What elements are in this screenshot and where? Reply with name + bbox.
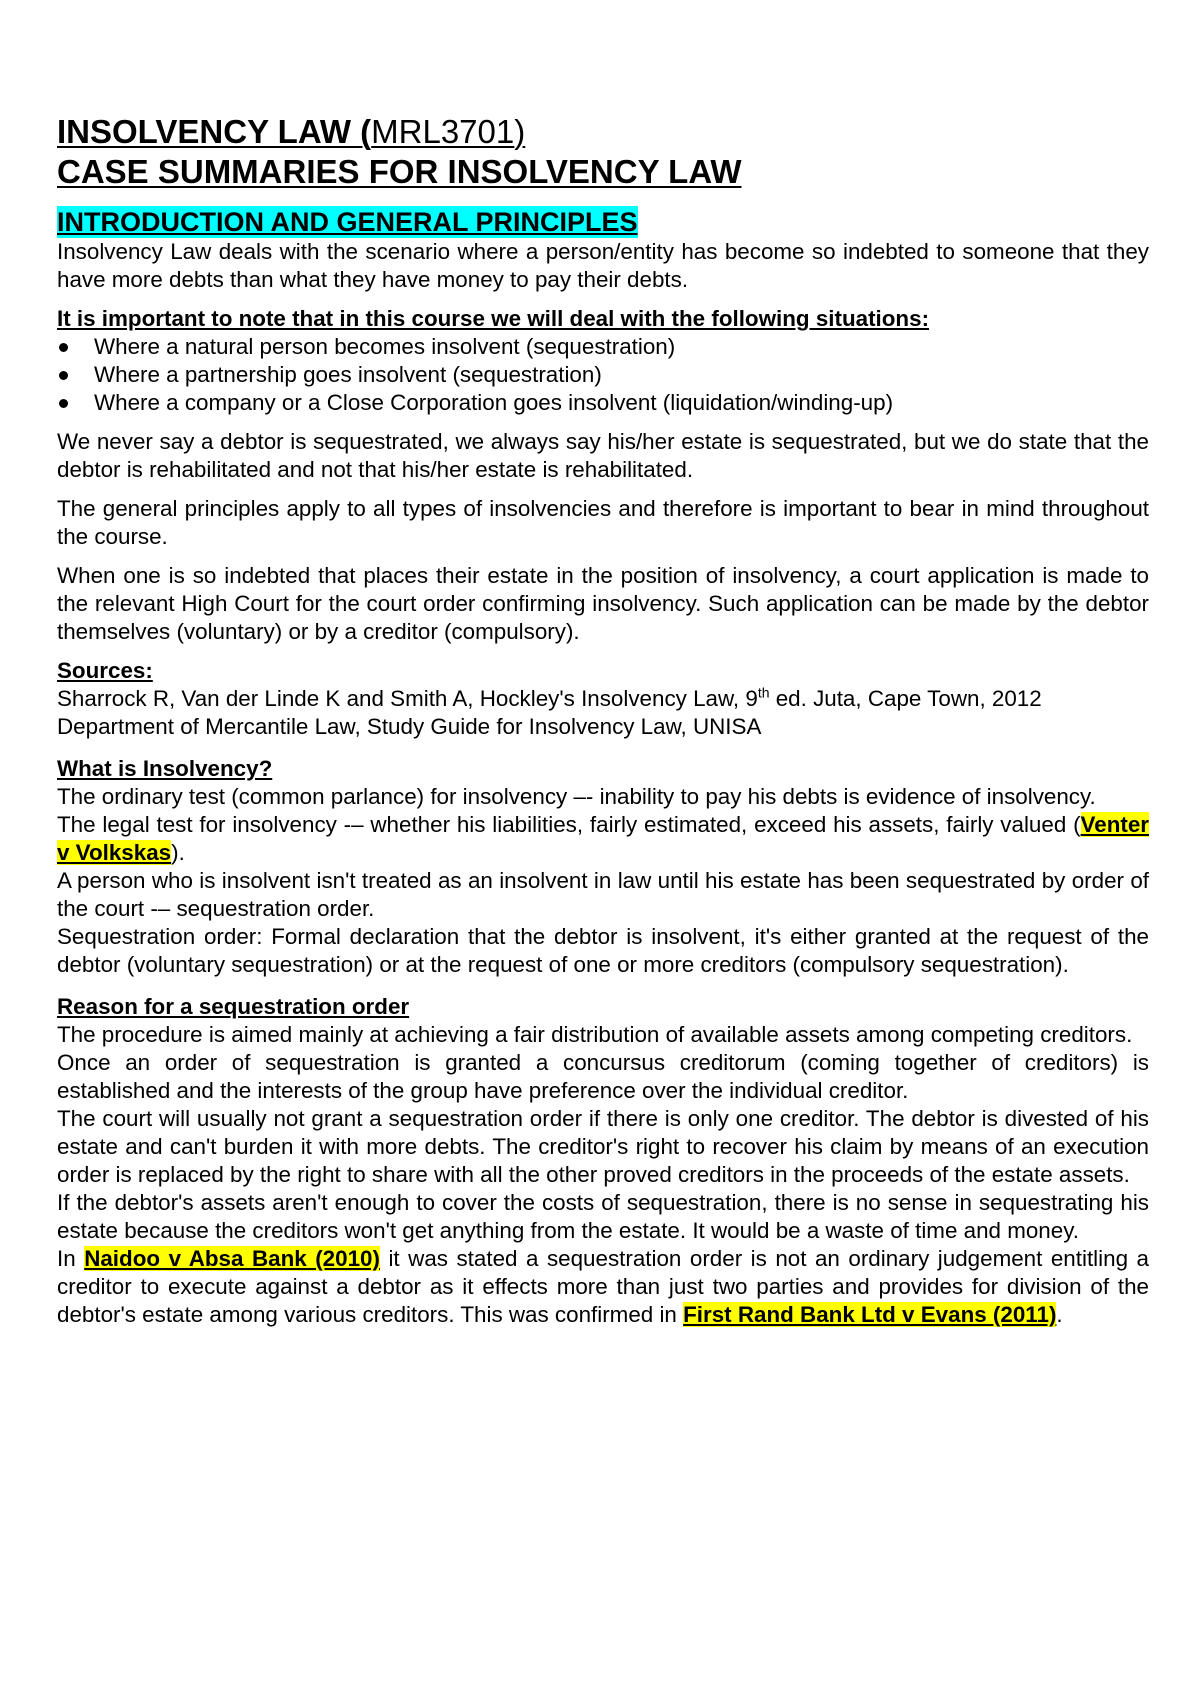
course-situations-heading: It is important to note that in this course we will deal with the following situations:	[57, 306, 930, 331]
intro-paragraph-2: We never say a debtor is sequestrated, we always say his/her estate is sequestrated, but we do state that the debtor is rehabilitated and not that his/her estate is rehabilitated.	[57, 429, 1149, 482]
legal-test-close: ).	[171, 840, 185, 865]
intro-heading: INTRODUCTION AND GENERAL PRINCIPLES	[57, 207, 638, 237]
situations-list	[57, 333, 1149, 417]
reason-p5-close: .	[1056, 1302, 1063, 1327]
list-item	[57, 333, 1149, 361]
source-hockley	[57, 685, 1149, 713]
reason-p5-body: it was stated a sequestration order is not an ordinary judgement entitling a creditor to execute against a debtor as it effects more than just two parties and provides for division of the debtor's estate among various creditors. This was confirmed in	[57, 1246, 1149, 1327]
document-page	[57, 112, 1149, 1329]
intro-paragraph-4: When one is so indebted that places their estate in the position of insolvency, a court application is made to the relevant High Court for the court order confirming insolvency. Such application can be made by the debtor themselves (voluntary) or by a creditor (compulsory).	[57, 563, 1149, 644]
reason-paragraph-3: The court will usually not grant a sequestration order if there is only one creditor. The debtor is divested of his estate and can't burden it with more debts. The creditor's right to recover his claim by means of an execution order is replaced by the right to share with all the other proved creditors in the proceeds of the estate assets.	[57, 1106, 1149, 1187]
intro-paragraph-1: Insolvency Law deals with the scenario where a person/entity has become so indebted to someone that they have more debts than what they have money to pay their debts.	[57, 239, 1149, 292]
list-item	[57, 361, 1149, 389]
bullet-icon	[59, 371, 68, 380]
list-item-text: Where a natural person becomes insolvent (sequestration)	[94, 334, 676, 359]
reason-p5-intro: In	[57, 1246, 85, 1271]
title-main: INSOLVENCY LAW (	[57, 113, 372, 150]
reason-paragraph-1: The procedure is aimed mainly at achieving a fair distribution of available assets among competing creditors.	[57, 1022, 1133, 1047]
sequestration-order-paragraph: Sequestration order: Formal declaration that the debtor is insolvent, it's either granted at the request of the debtor (voluntary sequestration) or at the request of one or more creditors (compulsory sequestration).	[57, 924, 1149, 977]
list-item-text: Where a company or a Close Corporation goes insolvent (liquidation/winding-up)	[94, 390, 894, 415]
bullet-icon	[59, 343, 68, 352]
source-hockley-publisher: ed. Juta, Cape Town, 2012	[769, 686, 1042, 711]
bullet-icon	[59, 399, 68, 408]
case-venter-v-volkskas: Venter v Volkskas	[57, 812, 1149, 865]
intro-paragraph-3: The general principles apply to all types of insolvencies and therefore is important to bear in mind throughout the course.	[57, 496, 1149, 549]
list-item-text: Where a partnership goes insolvent (sequestration)	[94, 362, 602, 387]
source-study-guide: Department of Mercantile Law, Study Guide for Insolvency Law, UNISA	[57, 714, 762, 739]
case-naidoo-v-absa: Naidoo v Absa Bank (2010)	[84, 1246, 380, 1271]
reason-paragraph-5	[57, 1245, 1149, 1329]
reason-paragraph-2: Once an order of sequestration is granted a concursus creditorum (coming together of creditors) is established and the interests of the group have preference over the individual creditor.	[57, 1050, 1149, 1103]
document-subtitle: CASE SUMMARIES FOR INSOLVENCY LAW	[57, 153, 742, 190]
title-close: )	[514, 113, 526, 150]
case-first-rand-v-evans: First Rand Bank Ltd v Evans (2011)	[683, 1302, 1057, 1327]
reason-heading: Reason for a sequestration order	[57, 994, 410, 1019]
edition-superscript: th	[757, 684, 770, 701]
insolvent-in-law-paragraph: A person who is insolvent isn't treated as an insolvent in law until his estate has been sequestrated by order of the court -– sequestration order.	[57, 868, 1149, 921]
list-item	[57, 389, 1149, 417]
course-code: MRL3701	[371, 113, 515, 150]
sources-heading: Sources:	[57, 658, 153, 683]
what-is-insolvency-heading: What is Insolvency?	[57, 756, 273, 781]
legal-test-text: The legal test for insolvency -– whether his liabilities, fairly estimated, exceed his assets, fairly valued (	[57, 812, 1081, 837]
legal-test-paragraph	[57, 811, 1149, 867]
ordinary-test-paragraph: The ordinary test (common parlance) for insolvency –- inability to pay his debts is evidence of insolvency.	[57, 784, 1096, 809]
document-title	[57, 112, 1149, 152]
reason-paragraph-4: If the debtor's assets aren't enough to cover the costs of sequestration, there is no sense in sequestrating his estate because the creditors won't get anything from the estate. It would be a waste of time and money.	[57, 1190, 1149, 1243]
source-hockley-text: Sharrock R, Van der Linde K and Smith A, Hockley's Insolvency Law, 9	[57, 686, 758, 711]
